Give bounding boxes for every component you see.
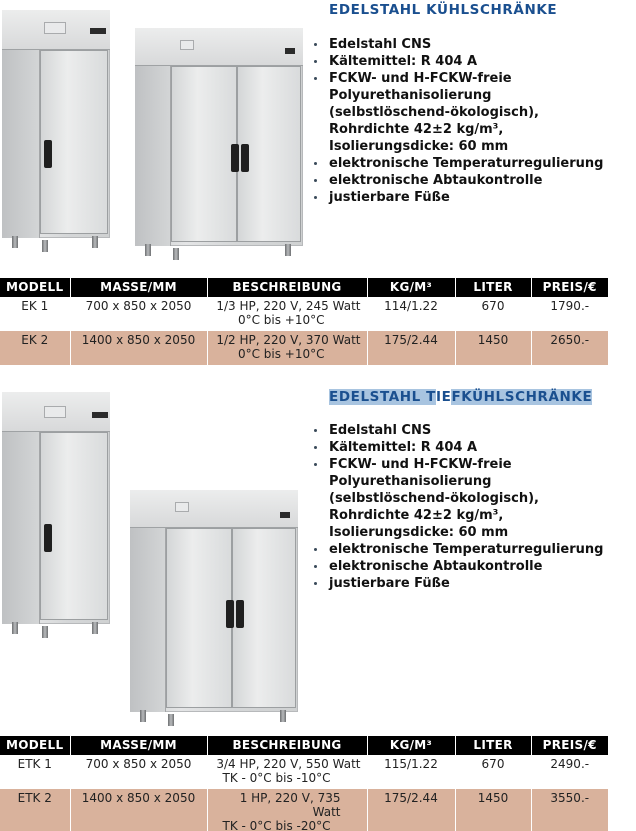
cell-price: 3550.- <box>531 788 608 831</box>
column-header-liters: LITER <box>455 736 531 755</box>
feature-item: elektronische Temperaturregulierung <box>314 541 603 558</box>
table-row <box>0 788 608 831</box>
cell-price: 2650.- <box>531 330 608 365</box>
feature-item: FCKW- und H-FCKW-freie Polyurethanisolierung (selbstlöschend-ökologisch), Rohrdichte 42±2 kg/m³, Isolierungsdicke: 60 mm <box>314 456 603 541</box>
section-heading-freezers <box>329 388 592 406</box>
heading-segment: IE <box>436 389 452 405</box>
feature-item: justierbare Füße <box>314 575 603 592</box>
cell-weight-volume: 175/2.44 <box>367 788 455 831</box>
table-row <box>0 755 608 788</box>
cell-liters: 1450 <box>455 788 531 831</box>
feature-item: Kältemittel: R 404 A <box>314 439 603 456</box>
single-door-freezer-image <box>2 392 110 634</box>
cell-weight-volume: 115/1.22 <box>367 755 455 788</box>
column-header-weight-volume: KG/M³ <box>367 278 455 297</box>
cell-description: 3/4 HP, 220 V, 550 Watt TK - 0°C bis -10°C <box>207 755 367 788</box>
cell-price: 2490.- <box>531 755 608 788</box>
cell-description: 1/3 HP, 220 V, 245 Watt 0°C bis +10°C <box>207 297 367 330</box>
cell-model: ETK 2 <box>0 788 70 831</box>
cell-dimensions: 700 x 850 x 2050 <box>70 755 207 788</box>
column-header-liters: LITER <box>455 278 531 297</box>
feature-item: FCKW- und H-FCKW-freie Polyurethanisolierung (selbstlöschend-ökologisch), Rohrdichte 42±2 kg/m³, Isolierungsdicke: 60 mm <box>314 70 603 155</box>
column-header-price: PREIS/€ <box>531 736 608 755</box>
column-header-dimensions: MASSE/MM <box>70 736 207 755</box>
feature-item: Kältemittel: R 404 A <box>314 53 603 70</box>
double-door-freezer-image <box>130 490 298 722</box>
bullet-icon <box>314 548 317 551</box>
cell-weight-volume: 175/2.44 <box>367 330 455 365</box>
column-header-model: MODELL <box>0 278 70 297</box>
bullet-icon <box>314 429 317 432</box>
feature-item: elektronische Abtaukontrolle <box>314 172 603 189</box>
feature-item: justierbare Füße <box>314 189 603 206</box>
column-header-price: PREIS/€ <box>531 278 608 297</box>
cell-description: 1 HP, 220 V, 735 Watt TK - 0°C bis -20°C <box>207 788 367 831</box>
cell-description: 1/2 HP, 220 V, 370 Watt 0°C bis +10°C <box>207 330 367 365</box>
cell-dimensions: 1400 x 850 x 2050 <box>70 330 207 365</box>
cell-liters: 670 <box>455 755 531 788</box>
feature-item: elektronische Temperaturregulierung <box>314 155 603 172</box>
cell-dimensions: 1400 x 850 x 2050 <box>70 788 207 831</box>
bullet-icon <box>314 565 317 568</box>
column-header-description: BESCHREIBUNG <box>207 736 367 755</box>
cell-price: 1790.- <box>531 297 608 330</box>
spec-table-freezers <box>0 736 608 831</box>
column-header-weight-volume: KG/M³ <box>367 736 455 755</box>
feature-item: Edelstahl CNS <box>314 422 603 439</box>
bullet-icon <box>314 463 317 466</box>
heading-segment: EDELSTAHL KÜHLSCHRÄNKE <box>329 2 558 18</box>
column-header-dimensions: MASSE/MM <box>70 278 207 297</box>
feature-item: elektronische Abtaukontrolle <box>314 558 603 575</box>
cell-model: EK 1 <box>0 297 70 330</box>
feature-list <box>314 422 603 592</box>
column-header-description: BESCHREIBUNG <box>207 278 367 297</box>
cell-weight-volume: 114/1.22 <box>367 297 455 330</box>
heading-segment-selected: FKÜHLSCHRÄNKE <box>451 389 593 405</box>
column-header-model: MODELL <box>0 736 70 755</box>
cell-model: ETK 1 <box>0 755 70 788</box>
cell-liters: 1450 <box>455 330 531 365</box>
bullet-icon <box>314 582 317 585</box>
table-header-row <box>0 736 608 755</box>
cell-model: EK 2 <box>0 330 70 365</box>
cell-dimensions: 700 x 850 x 2050 <box>70 297 207 330</box>
bullet-icon <box>314 446 317 449</box>
feature-item: Edelstahl CNS <box>314 36 603 53</box>
cell-liters: 670 <box>455 297 531 330</box>
heading-segment-selected: EDELSTAHL T <box>329 389 436 405</box>
